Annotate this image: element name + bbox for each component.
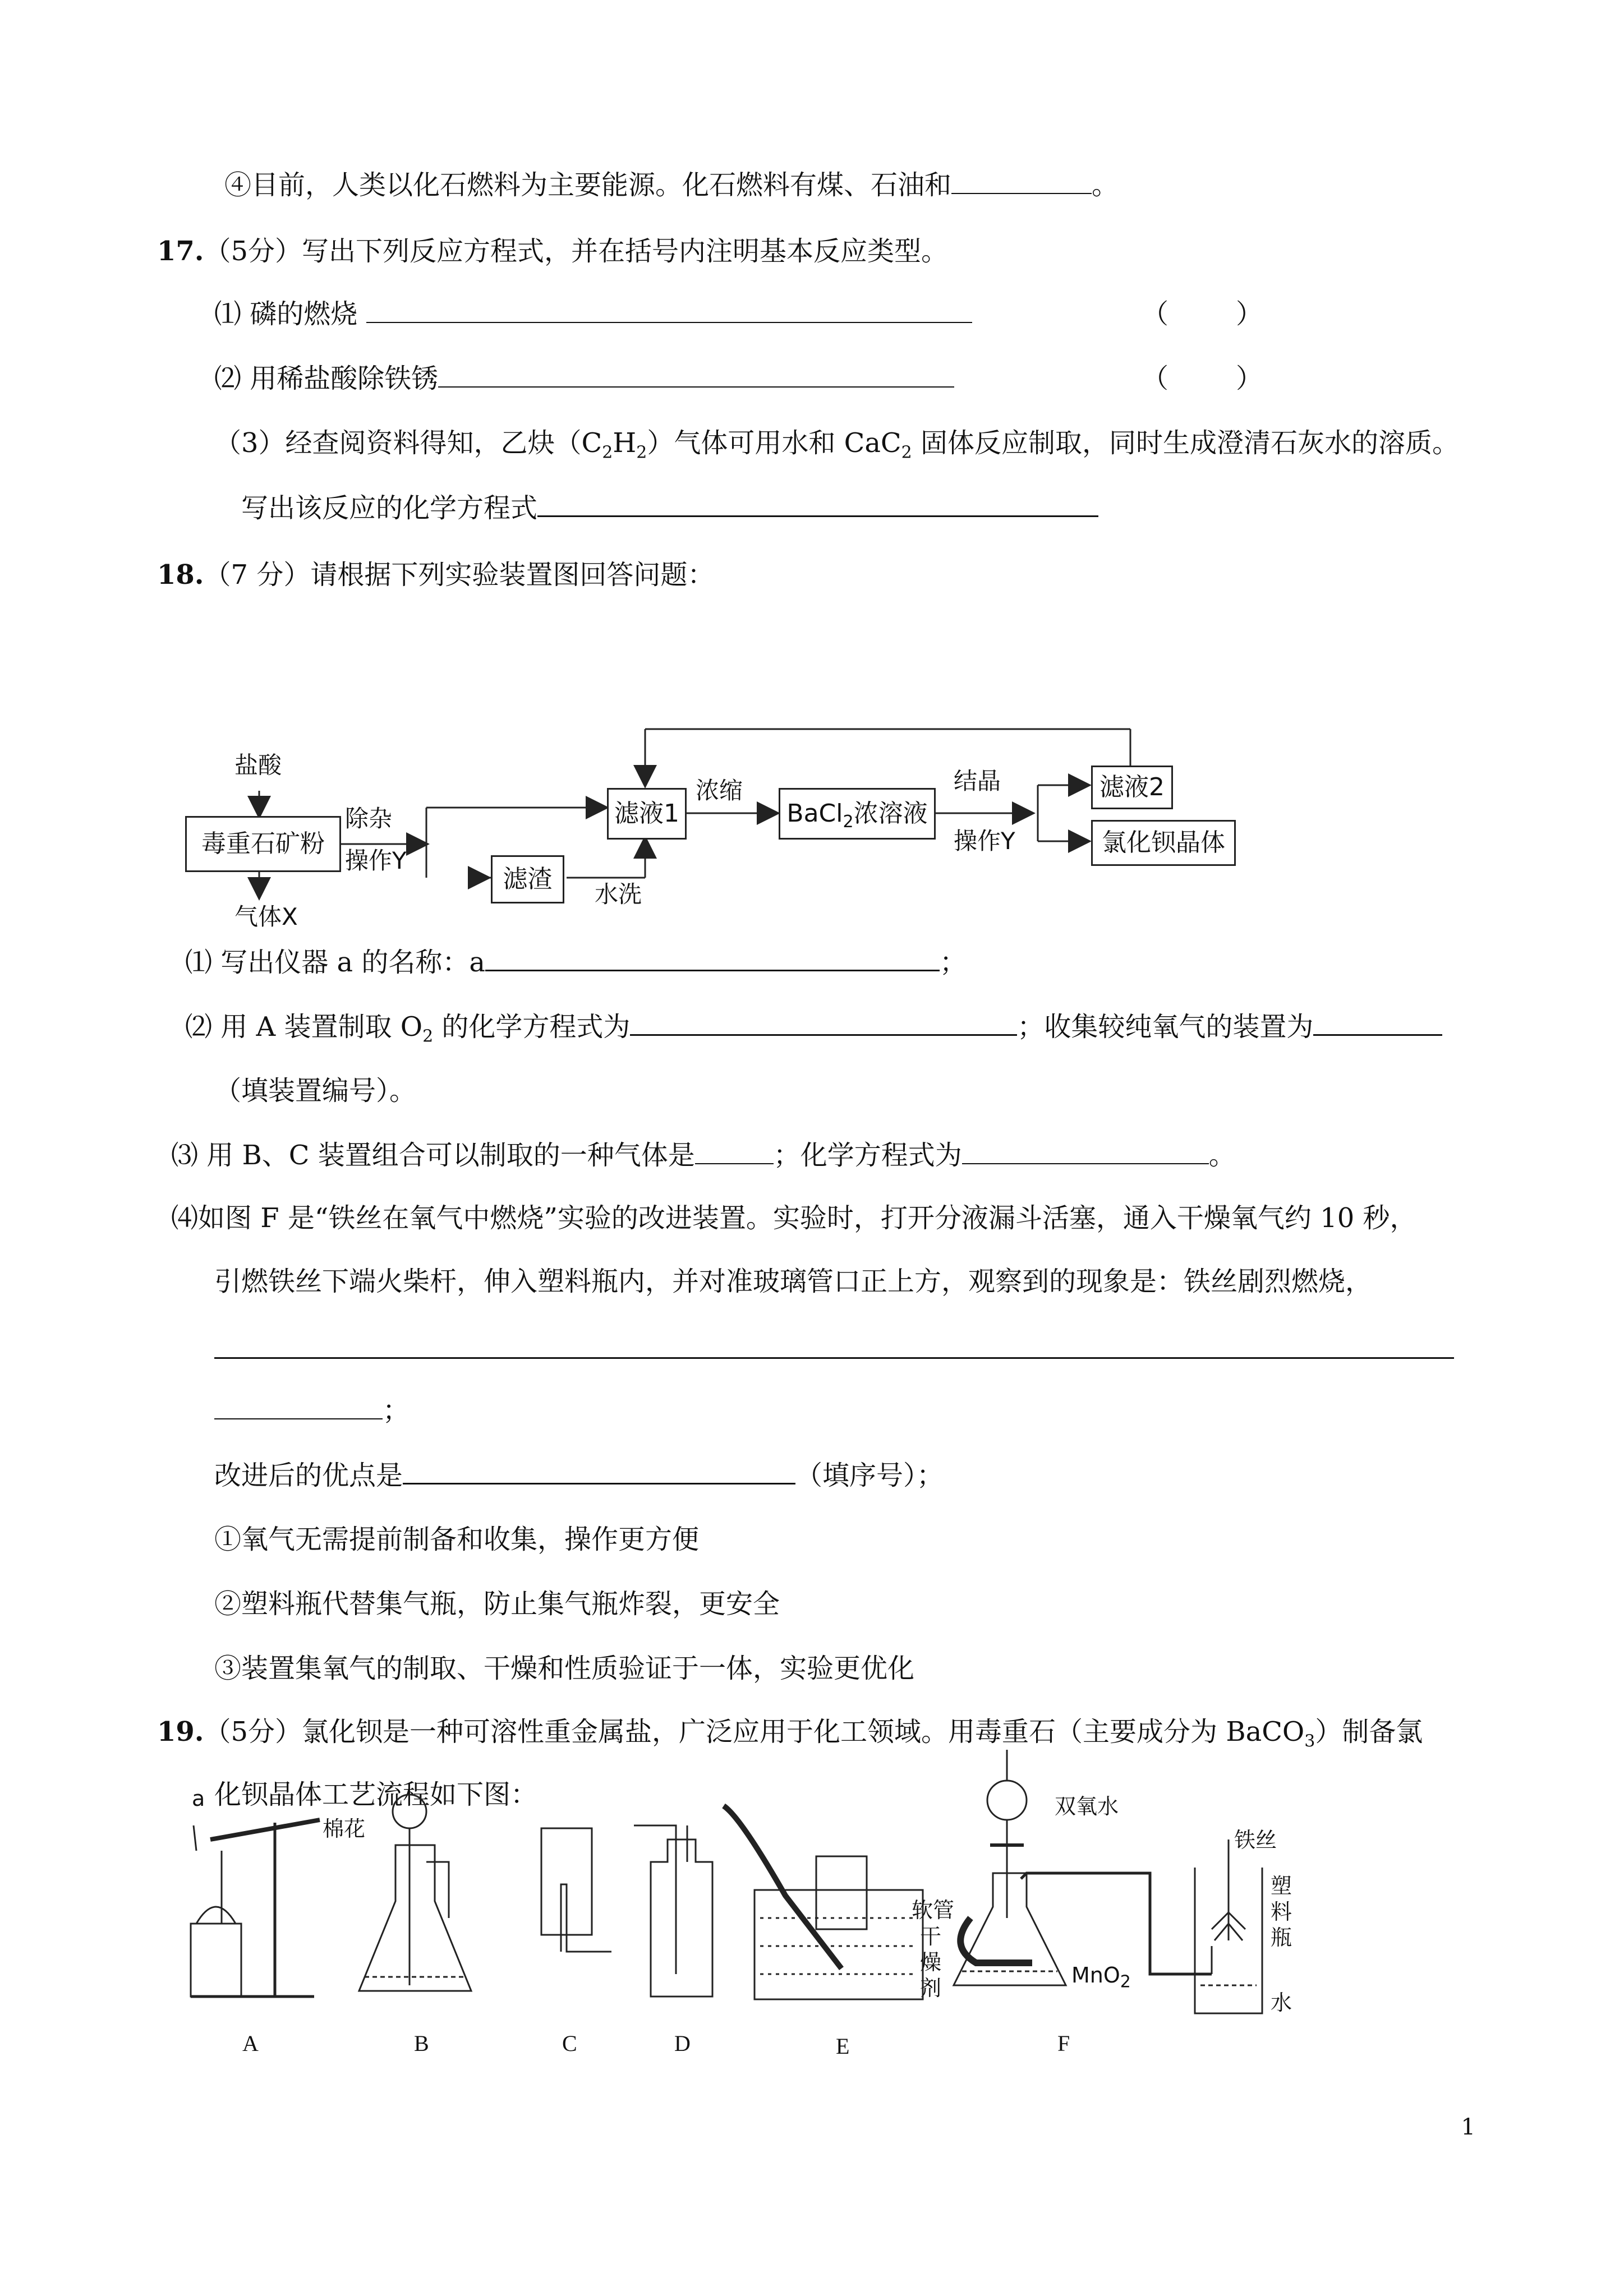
flow-remove: 除杂: [345, 805, 393, 832]
q18-sub2: ⑵ 用 A 装置制取 $O_2$ 的化学方程式为 ；收集较纯氧气的装置为: [185, 1009, 1442, 1054]
flow-box-ore: 毒重石矿粉: [185, 816, 341, 872]
q17-sub2: ⑵ 用稀盐酸除铁锈: [214, 362, 954, 395]
q17-sub1: ⑴ 磷的燃烧: [214, 297, 972, 331]
apparatus-caption-c: C: [562, 2031, 577, 2056]
apparatus-caption-f: F: [1057, 2031, 1070, 2056]
q16-item4: ④目前，人类以化石燃料为主要能源。化石燃料有煤、石油和 。: [224, 169, 1119, 201]
flow-gas-x: 气体X: [234, 903, 298, 930]
apparatus-label-cotton: 棉花: [323, 1816, 366, 1841]
q18-sub2-line2: （填装置编号）。: [214, 1075, 417, 1106]
flow-water-wash: 水洗: [595, 880, 642, 908]
q18-option1: ①氧气无需提前制备和收集，操作更方便: [214, 1524, 700, 1555]
apparatus-caption-e: E: [836, 2034, 850, 2059]
page-number: 1: [1461, 2114, 1475, 2140]
q18-option3: ③装置集氧气的制取、干燥和性质验证于一体，实验更优化: [214, 1653, 915, 1684]
flow-box-filtrate1: 滤液1: [607, 788, 687, 840]
apparatus-caption-b: B: [414, 2031, 429, 2056]
apparatus-label-tube: 软管: [912, 1898, 955, 1922]
flow-box-residue: 滤渣: [491, 855, 564, 903]
q18-sub1: ⑴ 写出仪器 a 的名称：a ；: [185, 945, 967, 979]
q19-stem-line2: 化钡晶体工艺流程如下图：: [214, 1779, 538, 1810]
apparatus-label-mno2: MnO$_2$: [1071, 1963, 1131, 1992]
q18-sub4-line2: 引燃铁丝下端火柴杆，伸入塑料瓶内，并对准玻璃管口正上方，观察到的现象是：铁丝剧烈燃烧，: [214, 1266, 1373, 1297]
apparatus-caption-d: D: [674, 2031, 691, 2056]
q18-sub4-line4: ；: [214, 1394, 410, 1427]
q17-sub3: （3）经查阅资料得知，乙炔$(C_2H_2)$气体可用水和 CaC$_2$ 固体反应制取，同时生成澄清石灰水的溶质。: [214, 427, 1460, 463]
apparatus-label-h2o2: 双氧水: [1055, 1794, 1119, 1819]
flow-box-crystal: 氯化钡晶体: [1091, 820, 1236, 866]
apparatus-caption-a: A: [242, 2031, 259, 2056]
q17-stem: 17.（5分）写出下列反应方程式，并在括号内注明基本反应类型。: [157, 236, 949, 267]
q18-option2: ②塑料瓶代替集气瓶，防止集气瓶炸裂，更安全: [214, 1588, 780, 1620]
q18-stem: 18.（7 分）请根据下列实验装置图回答问题：: [157, 559, 715, 591]
q17-sub3-line2: 写出该反应的化学方程式: [241, 491, 1098, 525]
flow-box-bacl2: BaCl$_2$浓溶液: [779, 788, 936, 840]
flow-hydrochloric-acid: 盐酸: [234, 751, 282, 779]
apparatus-label-plastic-bottle: 塑料瓶: [1271, 1874, 1292, 1950]
flow-operation-y2: 操作Y: [954, 827, 1015, 855]
flow-box-filtrate2: 滤液2: [1091, 766, 1173, 809]
apparatus-label-desiccant: 干燥剂: [920, 1924, 942, 2000]
q17-sub1-type: （ ）: [1142, 298, 1263, 330]
q18-sub4-line1: ⑷如图 F 是“铁丝在氧气中燃烧”实验的改进装置。实验时，打开分液漏斗活塞，通入干燥氧气约 10 秒，: [171, 1202, 1417, 1234]
apparatus-label-water: 水: [1271, 1990, 1292, 2015]
q18-advantage: 改进后的优点是 （填序号）；: [214, 1458, 944, 1492]
apparatus-label-iron-wire: 铁丝: [1234, 1828, 1277, 1852]
flow-crystallize: 结晶: [954, 767, 1001, 795]
q17-sub2-type: （ ）: [1142, 363, 1263, 394]
q18-sub3: ⑶ 用 B、C 装置组合可以制取的一种气体是 ；化学方程式为 。: [171, 1140, 1236, 1171]
apparatus-label-a: a: [192, 1786, 205, 1811]
flow-concentrate: 浓缩: [696, 777, 743, 804]
flow-operation-y: 操作Y: [345, 847, 407, 874]
q19-stem: 19.（5分）氯化钡是一种可溶性重金属盐，广泛应用于化工领域。用毒重石（主要成分为 BaCO$_3$）制备氯: [157, 1716, 1423, 1751]
